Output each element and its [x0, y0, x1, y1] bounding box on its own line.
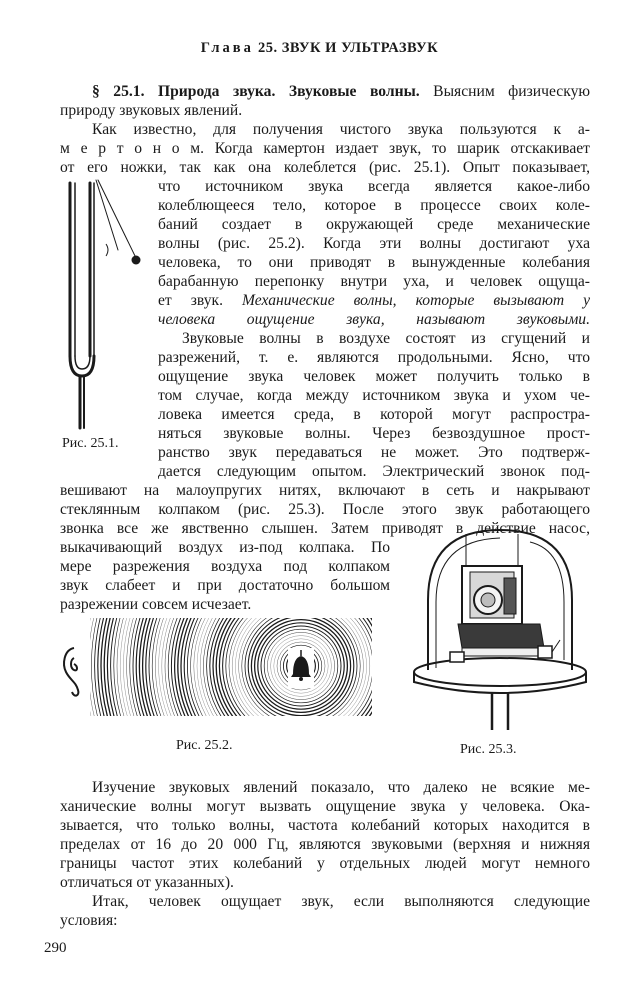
text-line: границы частот этих колебаний у отдельных людей могут немного	[60, 855, 590, 872]
text-line: ранство звук передаваться не может. Это подтверж-	[158, 444, 590, 461]
figure-25-3-caption: Рис. 25.3.	[460, 742, 517, 757]
text-line: волны (рис. 25.2). Когда эти волны достигают уха	[158, 235, 590, 252]
definition-italic: человека ощущение звука, называют звуковыми.	[158, 311, 590, 328]
text-line: от его ножки, так как она колеблется (рис. 25.1). Опыт показывает,	[60, 159, 590, 176]
text-line: баний создает в окружающей среде механические	[158, 216, 590, 233]
text-line: Как известно, для получения чистого звука пользуются к а-	[92, 121, 590, 138]
text-line: ханические волны могут вызвать ощущение звука у человека. Ока-	[60, 798, 590, 815]
text-line: разрежений, т. е. являются продольными. Ясно, что	[158, 349, 590, 366]
page-number: 290	[44, 940, 67, 956]
text-line: разрежении совсем исчезает.	[60, 596, 252, 613]
text-line: природу звуковых явлений.	[60, 102, 243, 119]
text-line: Итак, человек ощущает звук, если выполняются следующие	[92, 893, 590, 910]
chapter-title: ЗВУК И УЛЬТРАЗВУК	[281, 40, 439, 56]
text-line	[158, 310, 590, 329]
text-line: звонка все же явственно слышен. Затем приводят в действие насос,	[60, 520, 590, 537]
text-line: барабанную перепонку внутри уха, и человек ощуща-	[158, 273, 590, 290]
text-line: зывается, что только волны, частота колебаний которых находится в	[60, 817, 590, 834]
text-line: ощущение звука человек может получить только в	[158, 368, 590, 385]
figure-25-2-sound-waves	[60, 618, 372, 716]
chapter-number: 25.	[257, 40, 278, 56]
emphasized-term: м е р т о н о м.	[60, 140, 205, 157]
section-number: § 25.1.	[92, 83, 145, 100]
definition-italic: Механические волны, которые вызывают у	[242, 292, 590, 309]
text-line: колеблющееся тело, которое в процессе своих коле-	[158, 197, 590, 214]
section-intro: Выясним физическую	[433, 83, 591, 100]
text-line: стеклянным колпаком (рис. 25.3). После этого звук работающего	[60, 501, 590, 518]
section-heading-line	[92, 82, 590, 101]
text-line: Изучение звуковых явлений показало, что далеко не всякие ме-	[92, 779, 590, 796]
text-line: дается следующим опытом. Электрический звонок под-	[158, 463, 590, 480]
text-line: звук слабеет и при достаточно большом	[60, 577, 390, 594]
text-line: вешивают на малоупругих нитях, включают в сеть и накрывают	[60, 482, 590, 499]
text-line: ловека имеется среда, в которой могут распростра-	[158, 406, 590, 423]
text-fragment: ет звук.	[158, 292, 223, 309]
figure-25-2-caption: Рис. 25.2.	[176, 738, 233, 753]
text-line	[60, 139, 590, 158]
text-line: отличаться от указанных).	[60, 874, 234, 891]
text-line: пределах от 16 до 20 000 Гц, являются звуковыми (верхняя и нижняя	[60, 836, 590, 853]
text-line: мере разрежения воздуха под колпаком	[60, 558, 390, 575]
text-line: что источником звука всегда является какое-либо	[158, 178, 590, 195]
text-fragment: Когда камертон издает звук, то шарик отскакивает	[214, 140, 590, 157]
text-line: том случае, когда между источником звука и ухом че-	[158, 387, 590, 404]
text-line: условия:	[60, 912, 118, 929]
text-line: няться звуковые волны. Через безвоздушное прост-	[158, 425, 590, 442]
section-title: Природа звука. Звуковые волны.	[157, 83, 420, 100]
figure-25-3-bell-jar	[410, 520, 590, 730]
chapter-heading	[0, 40, 639, 57]
text-line: Звуковые волны в воздухе состоят из сгущений и	[182, 330, 590, 347]
text-line: человека, то они приводят в вынужденные колебания	[158, 254, 590, 271]
figure-25-1-tuning-fork	[48, 178, 158, 438]
chapter-prefix: Глава	[200, 40, 254, 56]
text-line	[158, 291, 590, 310]
ear-icon	[64, 648, 78, 696]
figure-25-1-caption: Рис. 25.1.	[62, 436, 119, 451]
bell-icon	[288, 648, 314, 688]
text-line: выкачивающий воздух из-под колпака. По	[60, 539, 390, 556]
